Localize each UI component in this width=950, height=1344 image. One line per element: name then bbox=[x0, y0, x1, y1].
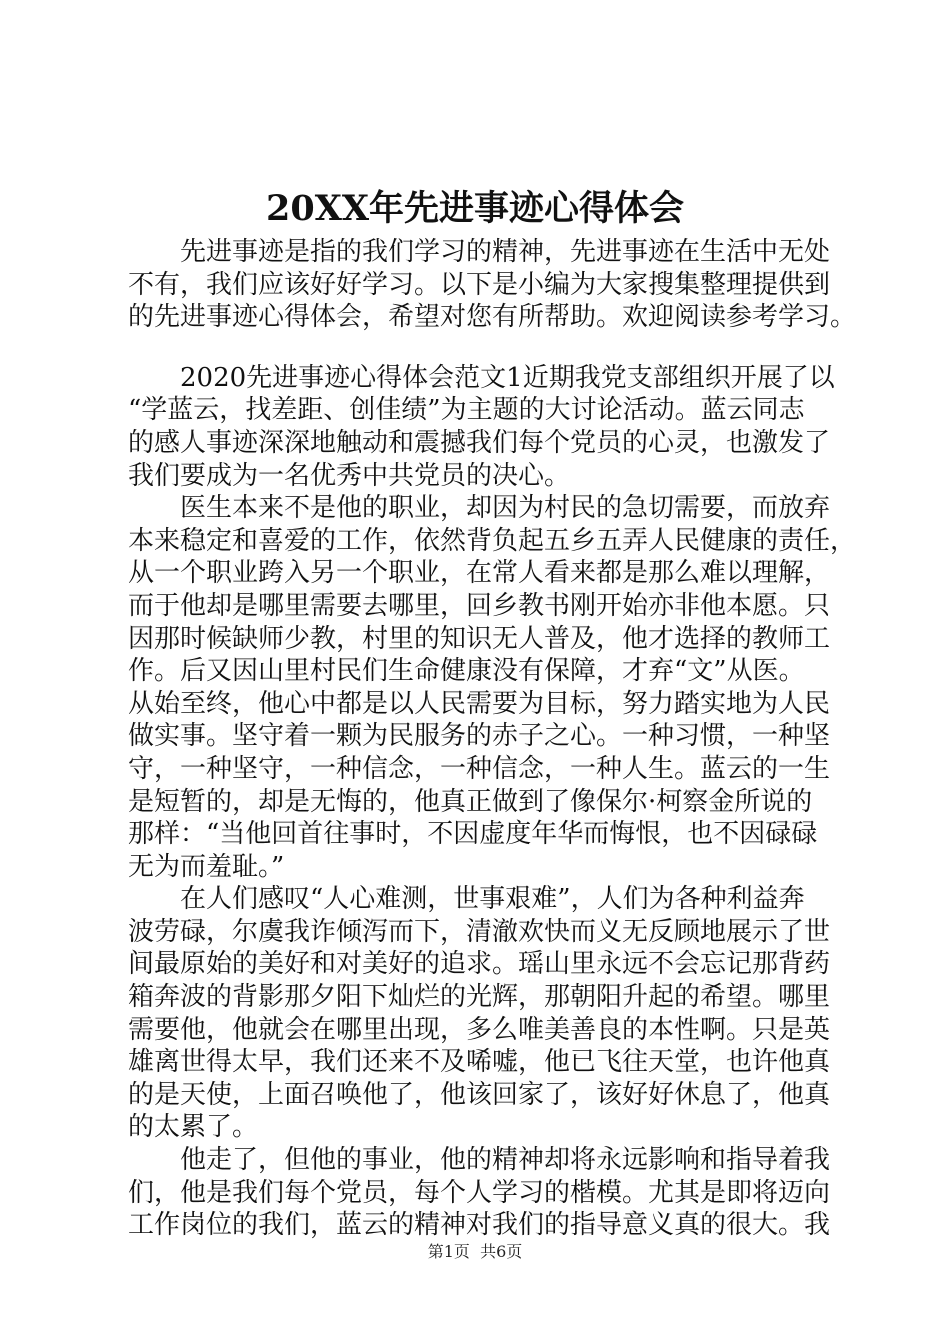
text-line: 医生本来不是他的职业，却因为村民的急切需要，而放弃 bbox=[180, 493, 831, 524]
text-line: 波劳碌，尔虞我诈倾泻而下，清澈欢快而义无反顾地展示了世 bbox=[128, 916, 831, 947]
text-line: 间最原始的美好和对美好的追求。瑶山里永远不会忘记那背药 bbox=[128, 949, 831, 980]
text-line: 因那时候缺师少教，村里的知识无人普及，他才选择的教师工 bbox=[128, 623, 831, 654]
text-line: 从始至终，他心中都是以人民需要为目标，努力踏实地为人民 bbox=[128, 688, 831, 719]
text-line: 们，他是我们每个党员，每个人学习的楷模。尤其是即将迈向 bbox=[128, 1177, 831, 1208]
text-line: 箱奔波的背影那夕阳下灿烂的光辉，那朝阳升起的希望。哪里 bbox=[128, 982, 831, 1013]
text-line: 本来稳定和喜爱的工作，依然背负起五乡五弄人民健康的责任， bbox=[128, 525, 857, 556]
text-line: 从一个职业跨入另一个职业，在常人看来都是那么难以理解， bbox=[128, 558, 831, 589]
document-title: 20XX年先进事迹心得体会 bbox=[265, 188, 685, 229]
paragraph-essay-intro bbox=[128, 362, 848, 492]
text-line: 而于他却是哪里需要去哪里，回乡教书刚开始亦非他本愿。只 bbox=[128, 590, 831, 621]
text-line: 那样：“当他回首往事时，不因虚度年华而悔恨，也不因碌碌 bbox=[128, 819, 818, 850]
text-line: 我们要成为一名优秀中共党员的决心。 bbox=[128, 460, 571, 491]
text-line: 无为而羞耻。” bbox=[128, 851, 285, 882]
text-line: 他走了，但他的事业，他的精神却将永远影响和指导着我 bbox=[180, 1145, 831, 1176]
text-line: 作。后又因山里村民们生命健康没有保障，才弃“文”从医。 bbox=[128, 656, 805, 687]
paragraph-legacy bbox=[128, 1144, 848, 1242]
document-body bbox=[128, 236, 857, 1242]
text-line: 的先进事迹心得体会，希望对您有所帮助。欢迎阅读参考学习。 bbox=[128, 302, 857, 333]
text-line: 2020先进事迹心得体会范文1近期我党支部组织开展了以 bbox=[180, 362, 835, 393]
paragraph-intro bbox=[128, 236, 857, 334]
page-number-footer: 第1页 共6页 bbox=[427, 1242, 523, 1261]
text-line: 先进事迹是指的我们学习的精神，先进事迹在生活中无处 bbox=[180, 237, 831, 267]
text-line: “学蓝云，找差距、创佳绩”为主题的大讨论活动。蓝云同志 bbox=[128, 395, 805, 426]
text-line: 雄离世得太早，我们还来不及唏嘘，他已飞往天堂，也许他真 bbox=[128, 1047, 831, 1078]
text-line: 在人们感叹“人心难测，世事艰难”，人们为各种利益奔 bbox=[180, 884, 805, 915]
text-line: 的太累了。 bbox=[128, 1112, 259, 1143]
paragraph-sigh bbox=[128, 883, 848, 1144]
text-line: 的是天使，上面召唤他了，他该回家了，该好好休息了，他真 bbox=[128, 1079, 831, 1110]
text-line: 是短暂的，却是无悔的，他真正做到了像保尔·柯察金所说的 bbox=[128, 786, 813, 817]
paragraph-gap bbox=[128, 334, 848, 362]
text-line: 需要他，他就会在哪里出现，多么唯美善良的本性啊。只是英 bbox=[128, 1014, 831, 1045]
paragraph-doctor bbox=[128, 492, 857, 883]
text-line: 不有，我们应该好好学习。以下是小编为大家搜集整理提供到 bbox=[128, 269, 831, 300]
text-line: 工作岗位的我们，蓝云的精神对我们的指导意义真的很大。我 bbox=[128, 1210, 831, 1241]
text-line: 守，一种坚守，一种信念，一种信念，一种人生。蓝云的一生 bbox=[128, 753, 831, 784]
text-line: 的感人事迹深深地触动和震撼我们每个党员的心灵，也激发了 bbox=[128, 427, 831, 458]
text-line: 做实事。坚守着一颗为民服务的赤子之心。一种习惯，一种坚 bbox=[128, 721, 831, 752]
